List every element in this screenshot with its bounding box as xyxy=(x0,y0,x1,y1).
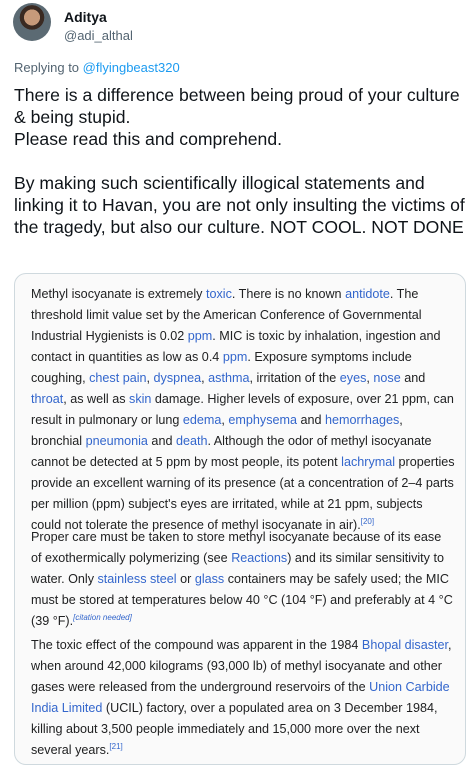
tweet-text: There is a difference between being proud of your culture & being stupid. Please read this and comprehend. By making such scientifically illogical statements and linking it to Havan, you are not only insulting the victims of the tragedy, but also our culture. NOT COOL. NOT DONE xyxy=(14,85,465,237)
wiki-link[interactable]: ppm xyxy=(187,329,213,343)
text-run: , when around 42,000 kilograms (93,000 lb) of methyl isocyanate and other gases were released from the underground reservoirs of the xyxy=(31,638,452,694)
text-run: , as well as xyxy=(63,392,130,406)
wiki-link[interactable]: pneumonia xyxy=(85,434,148,448)
text-run: and xyxy=(400,371,426,385)
text-run: or xyxy=(176,572,195,586)
text-run: . Exposure symptoms include coughing, xyxy=(31,350,412,385)
text-run: Proper care must be taken to store methyl isocyanate because of its ease of exothermically polymerizing (see xyxy=(31,530,442,565)
wiki-link[interactable]: throat xyxy=(31,392,64,406)
reference-link[interactable]: [20] xyxy=(360,517,375,526)
text-run: , xyxy=(366,371,374,385)
wiki-link[interactable]: asthma xyxy=(208,371,250,385)
wiki-link[interactable]: antidote xyxy=(345,287,390,301)
attached-screenshot[interactable] xyxy=(14,273,466,765)
replying-prefix: Replying to xyxy=(14,60,83,75)
wiki-link[interactable]: lachrymal xyxy=(341,455,396,469)
replying-to-link[interactable]: @flyingbeast320 xyxy=(82,60,180,75)
wiki-link[interactable]: stainless steel xyxy=(97,572,177,586)
wiki-link[interactable]: skin xyxy=(129,392,152,406)
wiki-link[interactable]: Union Carbide India Limited xyxy=(31,680,450,715)
text-run: , bronchial xyxy=(31,413,403,448)
author-handle[interactable]: @adi_althal xyxy=(64,28,133,43)
wiki-link[interactable]: nose xyxy=(373,371,401,385)
wiki-link[interactable]: Bhopal disaster xyxy=(361,638,449,652)
text-run: (UCIL) factory, over a populated area on 3 December 1984, killing about 3,500 people immediately and 15,000 more over the next several years. xyxy=(31,701,438,757)
text-run: The toxic effect of the compound was apparent in the 1984 xyxy=(31,638,362,652)
text-run: containers may be safely used; the MIC must be stored at temperatures below 40 °C (104 °F) and preferably at 4 °C (39 °F). xyxy=(31,572,453,628)
text-run: , xyxy=(146,371,154,385)
reference-link[interactable]: [21] xyxy=(109,742,123,751)
text-run: ) and its similar sensitivity to water. Only xyxy=(31,551,444,586)
citation-needed-link[interactable]: [citation needed] xyxy=(73,613,132,622)
excerpt-paragraph-1 xyxy=(31,284,455,536)
author-name[interactable]: Aditya xyxy=(64,9,107,25)
wiki-link[interactable]: glass xyxy=(194,572,225,586)
wiki-link[interactable]: chest pain xyxy=(89,371,147,385)
wiki-link[interactable]: edema xyxy=(182,413,222,427)
text-run: . Although the odor of methyl isocyanate cannot be detected at 5 ppm by most people, its potent xyxy=(31,434,432,469)
wiki-link[interactable]: hemorrhages xyxy=(325,413,400,427)
wiki-link[interactable]: dyspnea xyxy=(153,371,202,385)
wiki-link[interactable]: toxic xyxy=(205,287,232,301)
avatar[interactable] xyxy=(13,3,51,41)
excerpt-paragraph-3 xyxy=(31,635,455,761)
wiki-link[interactable]: Reactions xyxy=(231,551,288,565)
text-run: properties provide an excellent warning of its presence (at a concentration of 2–4 parts per million (ppm) subject's eyes are irritated, while at 21 ppm, subjects could not tolerate the presence of methyl isocyanate in air). xyxy=(31,455,455,532)
text-run: . MIC is toxic by inhalation, ingestion and contact in quantities as low as 0.4 xyxy=(31,329,441,364)
text-run: , irritation of the xyxy=(249,371,340,385)
text-run: . There is no known xyxy=(231,287,346,301)
text-run: damage. Higher levels of exposure, over 21 ppm, can result in pulmonary or lung xyxy=(31,392,454,427)
wiki-link[interactable]: ppm xyxy=(222,350,248,364)
wiki-link[interactable]: emphysema xyxy=(228,413,298,427)
wiki-link[interactable]: eyes xyxy=(339,371,367,385)
text-run: , xyxy=(201,371,209,385)
text-run: , xyxy=(221,413,229,427)
text-run: and xyxy=(147,434,176,448)
text-run: . The threshold limit value set by the American Conference of Governmental Industrial Hygienists is 0.02 xyxy=(31,287,422,343)
text-run: Methyl isocyanate is extremely xyxy=(31,287,206,301)
wiki-link[interactable]: death xyxy=(175,434,208,448)
excerpt-paragraph-2 xyxy=(31,527,455,632)
text-run: and xyxy=(297,413,326,427)
replying-to xyxy=(14,60,180,75)
